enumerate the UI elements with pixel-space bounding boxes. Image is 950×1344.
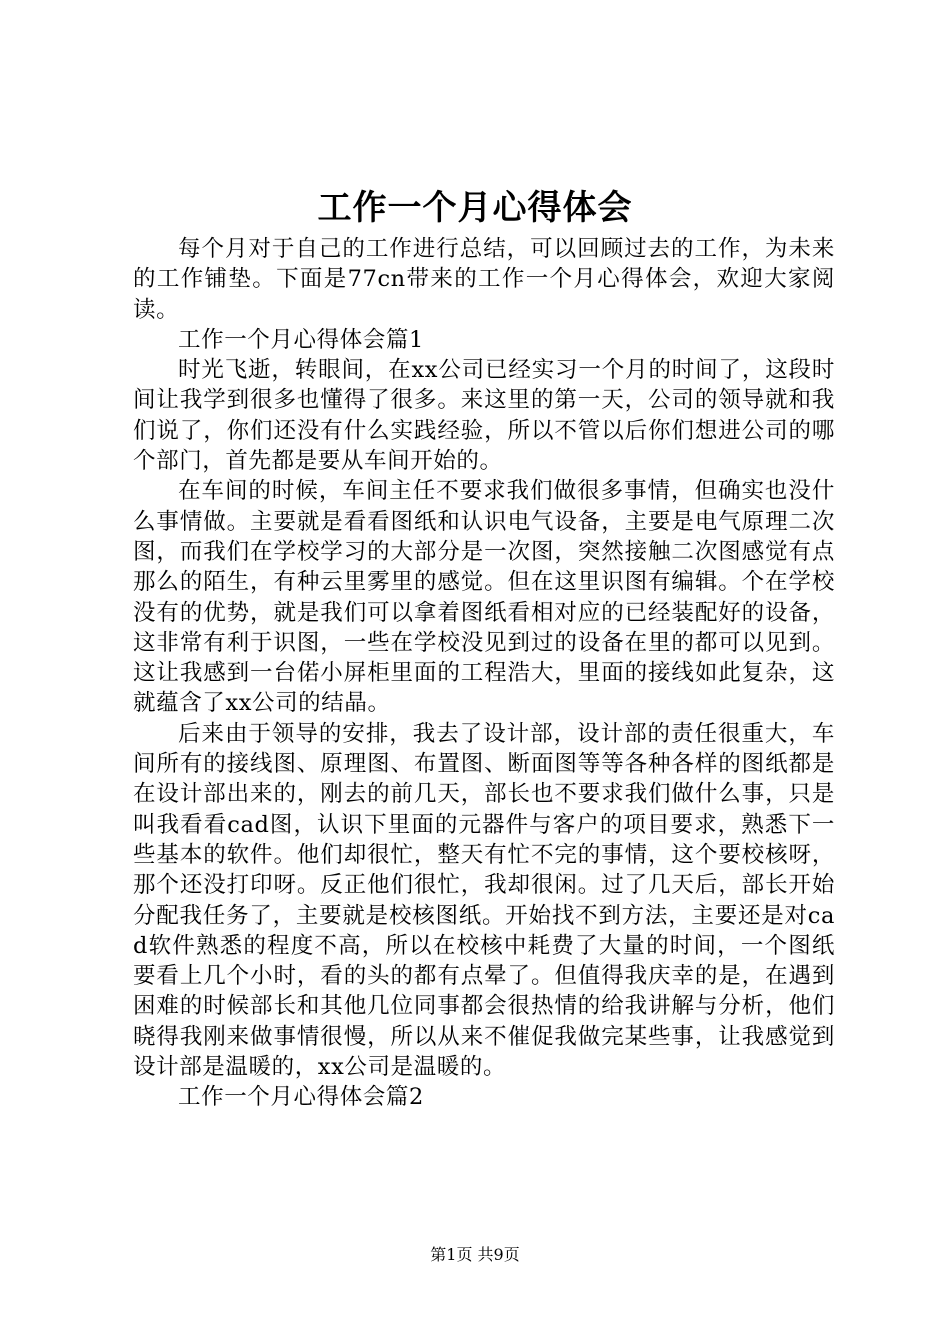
intro-paragraph: 每个月对于自己的工作进行总结，可以回顾过去的工作，为未来的工作铺垫。下面是77cn带来的工作一个月心得体会，欢迎大家阅读。: [133, 236, 835, 323]
document-title: 工作一个月心得体会: [317, 188, 633, 228]
body-paragraph: 时光飞逝，转眼间，在xx公司已经实习一个月的时间了，这段时间让我学到很多也懂得了很多。来这里的第一天，公司的领导就和我们说了，你们还没有什么实践经验，所以不管以后你们想进公司的哪个部门，首先都是要从车间开始的。: [133, 357, 835, 475]
page-number-footer: 第1页 共9页: [430, 1245, 520, 1264]
body-paragraph: 在车间的时候，车间主任不要求我们做很多事情，但确实也没什么事情做。主要就是看看图纸和认识电气设备，主要是电气原理二次图，而我们在学校学习的大部分是一次图，突然接触二次图感觉有点那么的陌生，有种云里雾里的感觉。但在这里识图有编辑。个在学校没有的优势，就是我们可以拿着图纸看相对应的已经装配好的设备，这非常有利于识图，一些在学校没见到过的设备在里的都可以见到。这让我感到一台偌小屏柜里面的工程浩大，里面的接线如此复杂，这就蕴含了xx公司的结晶。: [133, 478, 835, 717]
document-body: [133, 234, 835, 1113]
body-paragraph: 后来由于领导的安排，我去了设计部，设计部的责任很重大，车间所有的接线图、原理图、布置图、断面图等等各种各样的图纸都是在设计部出来的，刚去的前几天，部长也不要求我们做什么事，只是叫我看看cad图，认识下里面的元器件与客户的项目要求，熟悉下一些基本的软件。他们却很忙，整天有忙不完的事情，这个要校核呀，那个还没打印呀。反正他们很忙，我却很闲。过了几天后，部长开始分配我任务了，主要就是校核图纸。开始找不到方法，主要还是对cad软件熟悉的程度不高，所以在校核中耗费了大量的时间，一个图纸要看上几个小时，看的头的都有点晕了。但值得我庆幸的是，在遇到困难的时候部长和其他几位同事都会很热情的给我讲解与分析，他们晓得我刚来做事情很慢，所以从来不催促我做完某些事，让我感觉到设计部是温暖的，xx公司是温暖的。: [133, 720, 835, 1081]
section-heading: 工作一个月心得体会篇1: [178, 326, 424, 353]
section-heading: 工作一个月心得体会篇2: [178, 1084, 424, 1111]
